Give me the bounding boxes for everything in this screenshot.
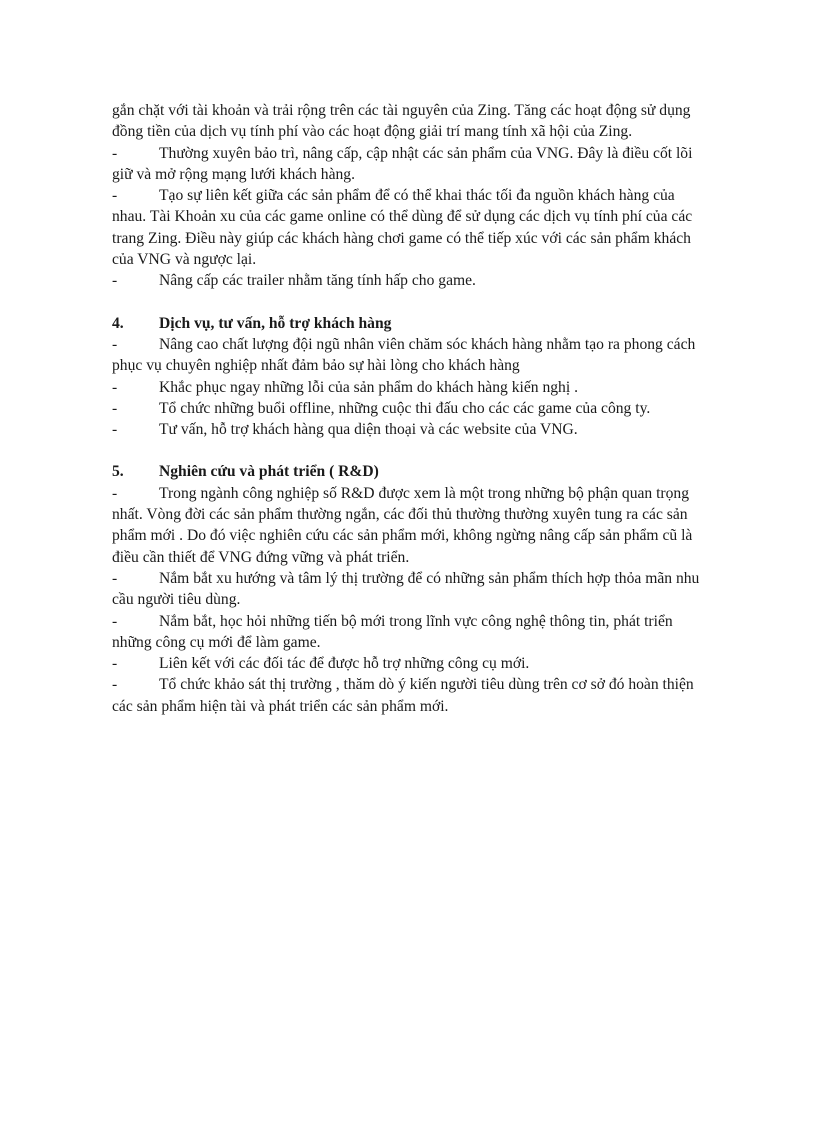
bullet-dash: - [112, 187, 118, 205]
list-item [112, 653, 704, 674]
section-title: Dịch vụ, tư vấn, hỗ trợ khách hàng [159, 314, 392, 332]
section-4-heading [112, 313, 704, 334]
list-item [112, 568, 704, 611]
list-item [112, 143, 704, 186]
bullet-text: Nắm bắt xu hướng và tâm lý thị trường để có những sản phẩm thích hợp thỏa mãn nhu cầu người tiêu dùng. [112, 569, 700, 609]
list-item [112, 611, 704, 654]
section-number: 4. [112, 314, 124, 332]
bullet-dash: - [112, 676, 118, 694]
bullet-text: Liên kết với các đối tác để được hỗ trợ những công cụ mới. [159, 655, 530, 673]
intro-paragraph: gắn chặt với tài khoản và trải rộng trên các tài nguyên của Zing. Tăng các hoạt động sử dụng đồng tiền của dịch vụ tính phí vào các hoạt động giải trí mang tính xã hội của Zing. [112, 102, 691, 141]
bullet-dash: - [112, 484, 118, 502]
bullet-dash: - [112, 612, 118, 630]
bullet-text: Nâng cấp các trailer nhằm tăng tính hấp cho game. [159, 272, 476, 290]
bullet-dash: - [112, 378, 118, 396]
bullet-text: Tổ chức những buổi offline, những cuộc thi đấu cho các các game của công ty. [159, 399, 651, 417]
section-5-list [112, 483, 704, 717]
bullet-list-a [112, 143, 704, 292]
bullet-text: Tổ chức khảo sát thị trường , thăm dò ý kiến người tiêu dùng trên cơ sở đó hoàn thiện các sản phẩm hiện tài và phát triển các sản phẩm mới. [112, 676, 694, 715]
bullet-dash: - [112, 399, 118, 417]
bullet-text: Tạo sự liên kết giữa các sản phẩm để có thể khai thác tối đa nguồn khách hàng của nhau. Tài Khoản xu của các game online có thể dùng để sử dụng các dịch vụ tính phí của các trang Zing. Điều này giúp các khách hàng chơi game có thể tiếp xúc với các sản phẩm khách của VNG và ngược lại. [112, 187, 693, 269]
bullet-dash: - [112, 655, 118, 673]
bullet-dash: - [112, 335, 118, 353]
section-4-list [112, 334, 704, 440]
list-item [112, 334, 704, 377]
list-item [112, 377, 704, 398]
section-number: 5. [112, 463, 124, 481]
list-item [112, 419, 704, 440]
list-item [112, 483, 704, 568]
bullet-dash: - [112, 569, 118, 587]
bullet-text: Nắm bắt, học hỏi những tiến bộ mới trong lĩnh vực công nghệ thông tin, phát triển những công cụ mới để làm game. [112, 612, 673, 651]
list-item [112, 674, 704, 717]
list-item [112, 185, 704, 270]
document-page [112, 100, 704, 717]
bullet-text: Tư vấn, hỗ trợ khách hàng qua diện thoại và các website của VNG. [159, 421, 578, 439]
section-5-heading [112, 461, 704, 482]
bullet-text: Nâng cao chất lượng đội ngũ nhân viên chăm sóc khách hàng nhằm tạo ra phong cách phục vụ chuyên nghiệp nhất đảm bảo sự hài lòng cho khách hàng [112, 335, 696, 375]
list-item [112, 270, 704, 291]
bullet-dash: - [112, 421, 118, 439]
bullet-dash: - [112, 272, 118, 290]
bullet-dash: - [112, 144, 118, 162]
section-title: Nghiên cứu và phát triển ( R&D) [159, 463, 379, 481]
bullet-text: Thường xuyên bảo trì, nâng cấp, cập nhật các sản phẩm của VNG. Đây là điều cốt lõi giữ và mở rộng mạng lưới khách hàng. [112, 144, 693, 183]
bullet-text: Khắc phục ngay những lỗi của sản phẩm do khách hàng kiến nghị . [159, 378, 578, 396]
list-item [112, 398, 704, 419]
bullet-text: Trong ngành công nghiệp số R&D được xem là một trong những bộ phận quan trọng nhất. Vòng đời các sản phẩm thường ngắn, các đối thủ thường thường xuyên tung ra các sản phẩm mới . Do đó việc nghiên cứu các sản phẩm mới, không ngừng nâng cấp sản phẩm cũ là điều cần thiết để VNG đứng vững và phát triển. [112, 484, 693, 566]
